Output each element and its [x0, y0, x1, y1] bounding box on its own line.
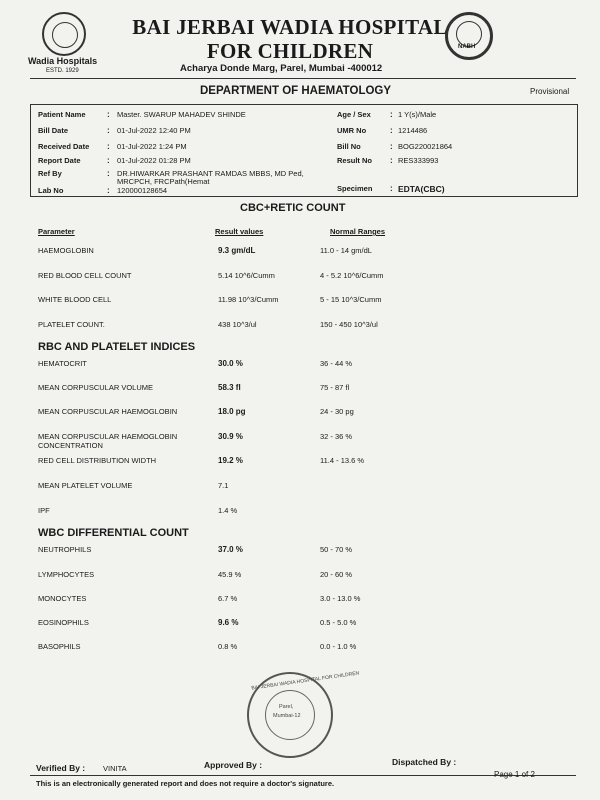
field-separator: : — [390, 142, 393, 151]
result-parameter: RED BLOOD CELL COUNT — [38, 271, 132, 280]
result-value: 30.0 % — [218, 359, 243, 368]
patient-field-label: Patient Name — [38, 110, 86, 119]
result-parameter: NEUTROPHILS — [38, 545, 92, 554]
result-value: 438 10^3/ul — [218, 320, 257, 329]
field-separator: : — [107, 169, 110, 178]
normal-range: 5 - 15 10^3/Cumm — [320, 295, 382, 304]
result-value: 1.4 % — [218, 506, 238, 515]
patient-details-box — [30, 104, 578, 197]
page-number: Page 1 of 2 — [494, 770, 535, 779]
result-parameter: WHITE BLOOD CELL — [38, 295, 112, 304]
header-divider — [30, 78, 576, 79]
hospital-name-line1: BAI JERBAI WADIA HOSPITAL — [132, 15, 448, 39]
patient-field-label: Ref By — [38, 169, 62, 178]
result-value: 30.9 % — [218, 432, 243, 441]
patient-field-value: 01-Jul-2022 01:28 PM — [117, 156, 191, 165]
result-parameter: PLATELET COUNT. — [38, 320, 105, 329]
normal-range: 0.0 - 1.0 % — [320, 642, 357, 651]
patient-field-value: 1 Y(s)/Male — [398, 110, 437, 119]
stamp-center-line2: Mumbai-12 — [273, 713, 301, 719]
result-value: 6.7 % — [218, 594, 238, 603]
result-value: 37.0 % — [218, 545, 243, 554]
normal-range: 0.5 - 5.0 % — [320, 618, 357, 627]
stamp-ring-text: BAI JERBAI WADIA HOSPITAL FOR CHILDREN — [251, 670, 360, 692]
stamp-center-line1: Parel, — [279, 704, 294, 710]
result-value: 7.1 — [218, 481, 229, 490]
patient-field-value: EDTA(CBC) — [398, 184, 445, 194]
patient-field-value: 01-Jul-2022 1:24 PM — [117, 142, 187, 151]
normal-range: 11.0 - 14 gm/dL — [320, 246, 372, 255]
column-header-parameter: Parameter — [38, 227, 75, 236]
patient-field-label: Result No — [337, 156, 373, 165]
field-separator: : — [107, 110, 110, 119]
field-separator: : — [107, 156, 110, 165]
field-separator: : — [107, 186, 110, 195]
ref-by-line2: MRCPCH, FRCPath(Hemat — [117, 177, 210, 186]
normal-range: 20 - 60 % — [320, 570, 353, 579]
patient-field-label: Bill No — [337, 142, 361, 151]
patient-field-value: 01-Jul-2022 12:40 PM — [117, 126, 191, 135]
patient-field-value: Master. SWARUP MAHADEV SHINDE — [117, 110, 246, 119]
verified-by-value: VINITA — [103, 764, 127, 773]
result-parameter-line2: CONCENTRATION — [38, 441, 103, 450]
result-value: 11.98 10^3/Cumm — [218, 295, 279, 304]
left-logo-estd: ESTD. 1929 — [46, 68, 79, 74]
patient-field-value: RES333993 — [398, 156, 439, 165]
result-parameter: HEMATOCRIT — [38, 359, 87, 368]
result-value: 58.3 fl — [218, 383, 241, 392]
result-value: 19.2 % — [218, 456, 243, 465]
normal-range: 150 - 450 10^3/ul — [320, 320, 378, 329]
result-value: 9.3 gm/dL — [218, 246, 256, 255]
patient-field-label: Lab No — [38, 186, 64, 195]
column-header-result: Result values — [215, 227, 264, 236]
normal-range: 11.4 - 13.6 % — [320, 456, 365, 465]
normal-range: 75 - 87 fl — [320, 383, 350, 392]
patient-field-label: Bill Date — [38, 126, 69, 135]
result-parameter: LYMPHOCYTES — [38, 570, 95, 579]
normal-range: 3.0 - 13.0 % — [320, 594, 361, 603]
result-value: 5.14 10^6/Cumm — [218, 271, 275, 280]
normal-range: 36 - 44 % — [320, 359, 353, 368]
report-status: Provisional — [530, 87, 570, 96]
approved-by-label: Approved By : — [204, 760, 263, 770]
normal-range: 50 - 70 % — [320, 545, 353, 554]
patient-field-value: 1214486 — [398, 126, 428, 135]
result-parameter: RED CELL DISTRIBUTION WIDTH — [38, 456, 157, 465]
electronic-report-note: This is an electronically generated report and does not require a doctor's signature. — [36, 779, 335, 788]
hospital-name-line2: FOR CHILDREN — [206, 39, 374, 63]
result-parameter: MEAN CORPUSCULAR HAEMOGLOBIN — [38, 407, 178, 416]
patient-field-label: Report Date — [38, 156, 81, 165]
patient-field-label: Age / Sex — [337, 110, 371, 119]
result-value: 0.8 % — [218, 642, 238, 651]
nabh-logo — [445, 12, 493, 60]
normal-range: 4 - 5.2 10^6/Cumm — [320, 271, 384, 280]
field-separator: : — [390, 126, 393, 135]
dispatched-by-label: Dispatched By : — [392, 757, 457, 767]
report-title: CBC+RETIC COUNT — [240, 202, 346, 214]
normal-range: 24 - 30 pg — [320, 407, 354, 416]
patient-field-value: 120000128654 — [117, 186, 168, 195]
patient-field-label: Received Date — [38, 142, 90, 151]
section-rbc-platelet-indices: RBC AND PLATELET INDICES — [38, 341, 196, 353]
column-header-range: Normal Ranges — [330, 227, 386, 236]
hospital-address: Acharya Donde Marg, Parel, Mumbai -400012 — [180, 63, 383, 74]
result-parameter: MEAN PLATELET VOLUME — [38, 481, 133, 490]
patient-field-label: UMR No — [337, 126, 367, 135]
verified-by-label: Verified By : — [36, 763, 86, 773]
nabh-caption: NABH — [458, 44, 476, 50]
result-parameter: BASOPHILS — [38, 642, 81, 651]
section-wbc-differential: WBC DIFFERENTIAL COUNT — [38, 527, 189, 539]
result-parameter: MEAN CORPUSCULAR VOLUME — [38, 383, 154, 392]
left-logo-caption: Wadia Hospitals — [28, 56, 98, 66]
result-value: 9.6 % — [218, 618, 239, 627]
patient-field-value: BOG220021864 — [398, 142, 453, 151]
field-separator: : — [107, 142, 110, 151]
hospital-seal-stamp — [247, 670, 360, 758]
result-parameter: IPF — [38, 506, 50, 515]
normal-range: 32 - 36 % — [320, 432, 353, 441]
result-parameter: EOSINOPHILS — [38, 618, 89, 627]
patient-field-value: DR.HIWARKAR PRASHANT RAMDAS MBBS, MD Ped, — [117, 169, 304, 178]
result-value: 18.0 pg — [218, 407, 246, 416]
result-parameter: HAEMOGLOBIN — [38, 246, 94, 255]
field-separator: : — [390, 156, 393, 165]
patient-field-label: Specimen — [337, 184, 373, 193]
field-separator: : — [390, 110, 393, 119]
result-value: 45.9 % — [218, 570, 242, 579]
result-parameter: MEAN CORPUSCULAR HAEMOGLOBIN — [38, 432, 178, 441]
field-separator: : — [390, 184, 393, 193]
result-parameter: MONOCYTES — [38, 594, 87, 603]
department-title: DEPARTMENT OF HAEMATOLOGY — [200, 85, 392, 97]
field-separator: : — [107, 126, 110, 135]
wadia-hospitals-logo — [42, 12, 86, 56]
